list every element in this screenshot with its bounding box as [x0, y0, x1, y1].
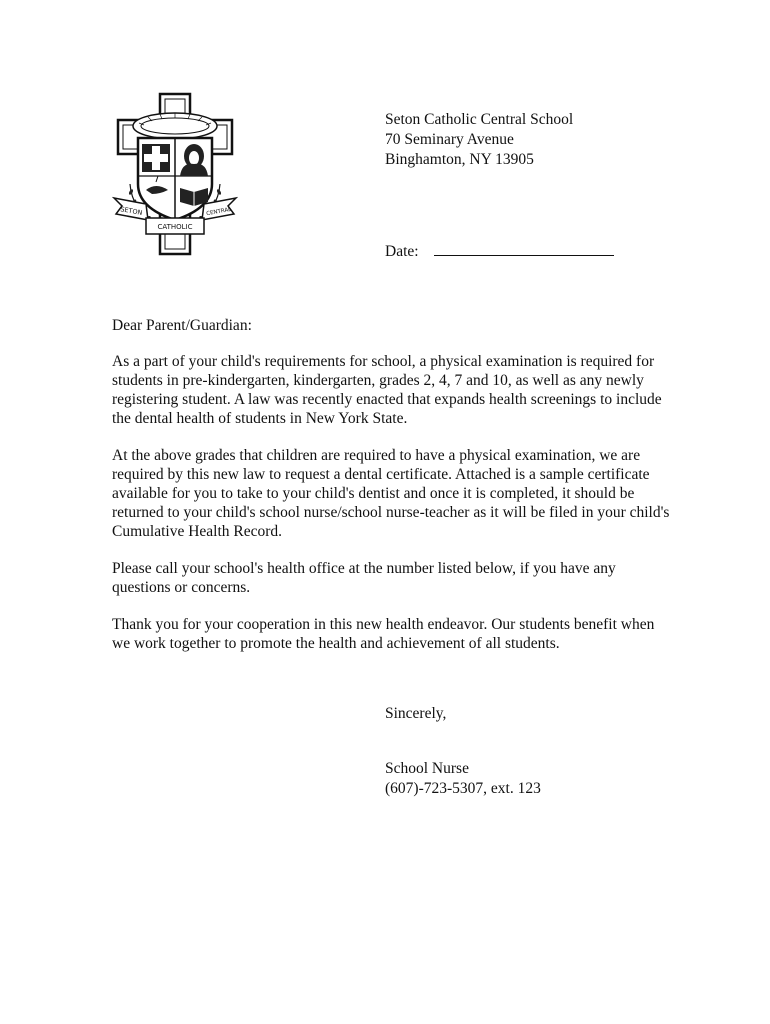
street-address: 70 Seminary Avenue	[385, 131, 514, 148]
paragraph-dental-certificate: At the above grades that children are required to have a physical examination, we are required by this new law to request a dental certificate. Attached is a sample certificate available for you to take to your child's dentist and once it is completed, it should be returned to your child's school nurse/school nurse-teacher as it will be filed in your child's Cumulative Health Record.	[112, 447, 670, 540]
signer-title: School Nurse	[385, 760, 469, 777]
school-name: Seton Catholic Central School	[385, 111, 574, 128]
letter-body	[112, 316, 672, 671]
svg-text:CENTRAL: CENTRAL	[205, 206, 232, 218]
school-address-block	[385, 110, 573, 170]
date-label: Date:	[385, 243, 419, 260]
phone-number: (607)-723-5307, ext. 123	[385, 780, 541, 797]
salutation: Dear Parent/Guardian:	[112, 317, 252, 334]
paragraph-contact: Please call your school's health office at the number listed below, if you have any questions or concerns.	[112, 560, 616, 596]
signature-block	[385, 704, 541, 799]
closing: Sincerely,	[385, 705, 447, 722]
city-state-zip: Binghamton, NY 13905	[385, 151, 534, 168]
svg-text:SETON: SETON	[119, 205, 143, 217]
date-blank-line[interactable]	[434, 241, 614, 256]
svg-text:CATHOLIC: CATHOLIC	[157, 223, 193, 231]
paragraph-requirements: As a part of your child's requirements for school, a physical examination is required for students in pre-kindergarten, kindergarten, grades 2, 4, 7 and 10, as well as any newly registering student. A law was recently enacted that expands health screenings to include the dental health of students in New York State.	[112, 353, 662, 427]
paragraph-thanks: Thank you for your cooperation in this new health endeavor. Our students benefit when we work together to promote the health and achievement of all students.	[112, 616, 655, 652]
date-row	[385, 241, 614, 262]
school-crest-logo	[112, 92, 238, 258]
